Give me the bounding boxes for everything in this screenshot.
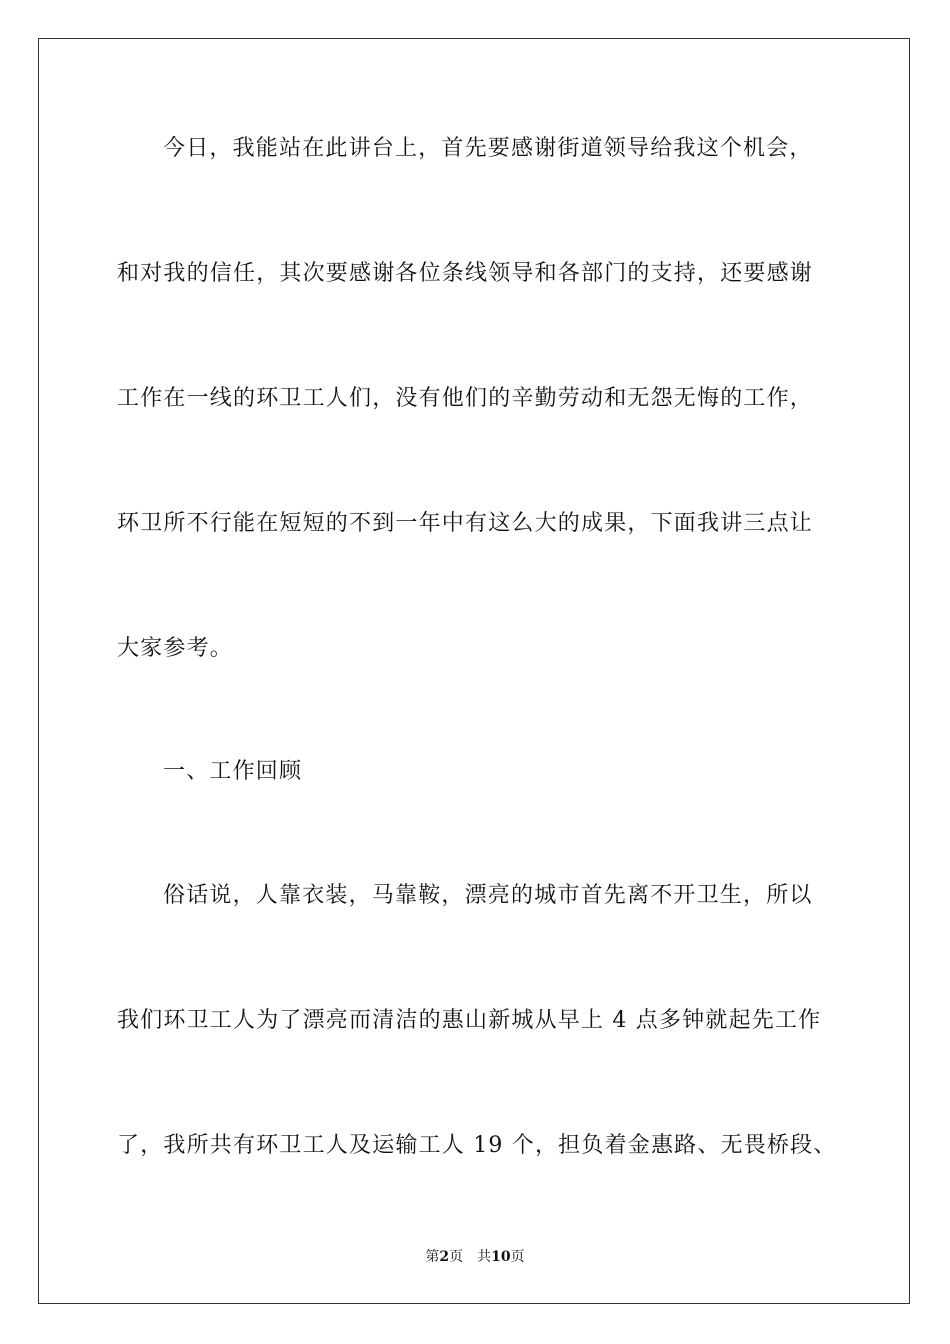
total-prefix: 共 — [477, 1249, 492, 1265]
paragraph-line: 大家参考。 — [117, 636, 234, 661]
paragraph-line: 俗话说，人靠衣装，马靠鞍，漂亮的城市首先离不开卫生，所以 — [163, 883, 813, 908]
total-suffix: 页 — [510, 1249, 525, 1265]
total-pages: 10 — [491, 1249, 511, 1265]
page-border — [38, 38, 910, 1304]
page-footer — [0, 1248, 950, 1266]
paragraph-line: 工作在一线的环卫工人们，没有他们的辛勤劳动和无怨无悔的工作， — [117, 386, 814, 411]
page-suffix: 页 — [449, 1249, 464, 1265]
paragraph-line: 环卫所不行能在短短的不到一年中有这么大的成果，下面我讲三点让 — [117, 511, 814, 536]
page-prefix: 第 — [425, 1249, 440, 1265]
page-number: 2 — [439, 1249, 450, 1265]
paragraph-line: 我们环卫工人为了漂亮而清洁的惠山新城从早上 4 点多钟就起先工作 — [117, 1008, 822, 1033]
paragraph-line: 今日，我能站在此讲台上，首先要感谢街道领导给我这个机会， — [163, 136, 813, 161]
paragraph-line: 了，我所共有环卫工人及运输工人 19 个，担负着金惠路、无畏桥段、 — [117, 1133, 837, 1158]
paragraph-line: 和对我的信任，其次要感谢各位条线领导和各部门的支持，还要感谢 — [117, 261, 814, 286]
section-heading: 一、工作回顾 — [163, 759, 303, 784]
